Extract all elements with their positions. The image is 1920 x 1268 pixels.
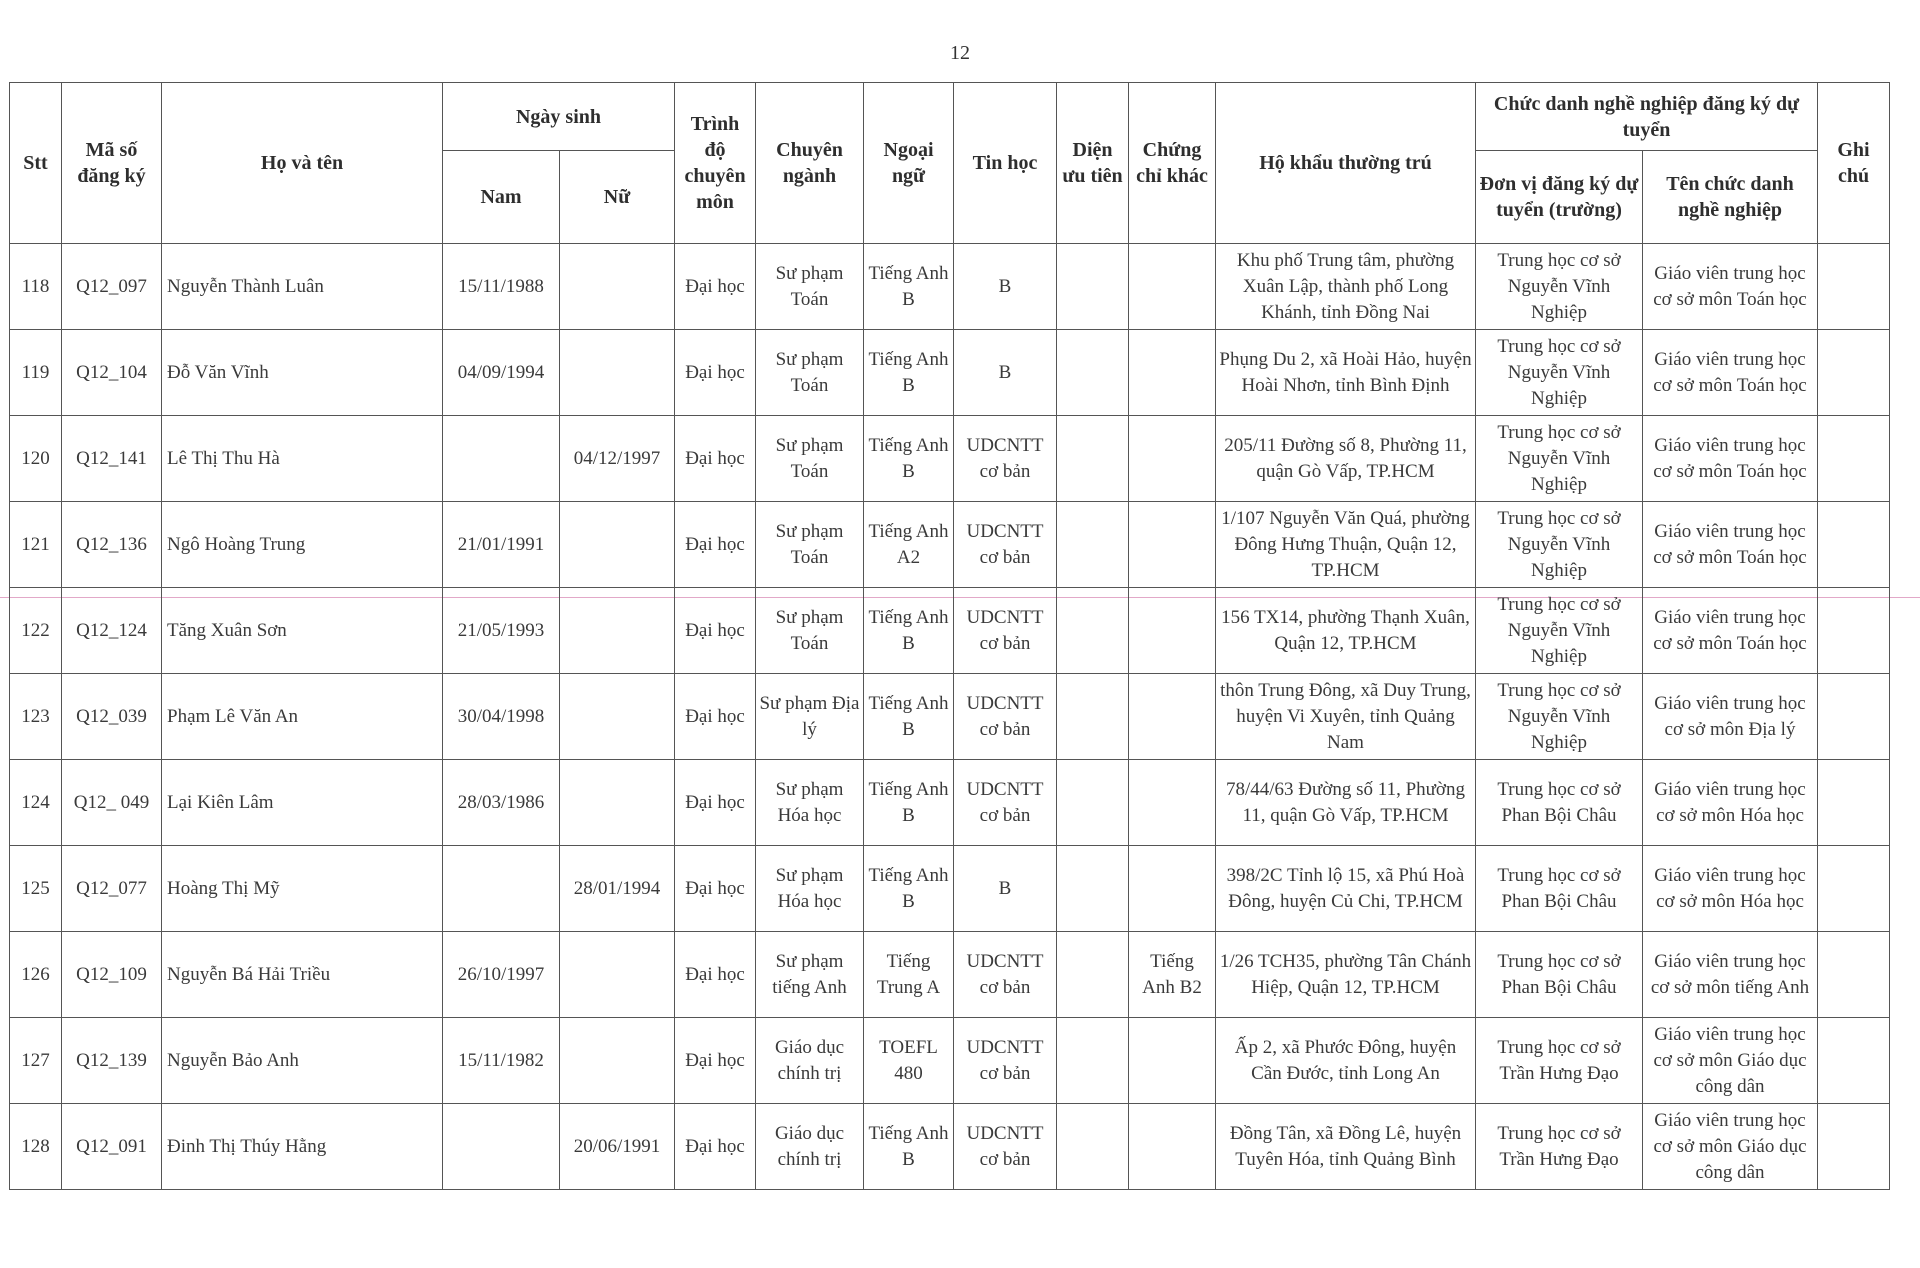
cell-trinh-do: Đại học [675,760,756,846]
cell-ho-khau: Đồng Tân, xã Đồng Lê, huyện Tuyên Hóa, tỉnh Quảng Bình [1216,1104,1476,1190]
cell-chung-chi-khac [1129,760,1216,846]
cell-ho-khau: 1/26 TCH35, phường Tân Chánh Hiệp, Quận 12, TP.HCM [1216,932,1476,1018]
cell-ho-khau: thôn Trung Đông, xã Duy Trung, huyện Vi Xuyên, tỉnh Quảng Nam [1216,674,1476,760]
cell-ho-ten: Phạm Lê Văn An [162,674,443,760]
table-row [10,1104,1890,1190]
cell-nam [443,416,560,502]
cell-nu [560,588,675,674]
cell-ma-so: Q12_097 [62,244,162,330]
cell-chung-chi-khac [1129,502,1216,588]
cell-ghi-chu [1818,244,1890,330]
cell-dien-uu-tien [1057,244,1129,330]
cell-ten-chuc-danh: Giáo viên trung học cơ sở môn Toán học [1643,416,1818,502]
cell-nam: 26/10/1997 [443,932,560,1018]
cell-ma-so: Q12_136 [62,502,162,588]
cell-nu: 20/06/1991 [560,1104,675,1190]
cell-chung-chi-khac: Tiếng Anh B2 [1129,932,1216,1018]
cell-tin-hoc: UDCNTT cơ bản [954,588,1057,674]
table-row [10,760,1890,846]
cell-nu: 04/12/1997 [560,416,675,502]
cell-stt: 121 [10,502,62,588]
cell-nu: 28/01/1994 [560,846,675,932]
cell-chung-chi-khac [1129,1104,1216,1190]
cell-trinh-do: Đại học [675,588,756,674]
cell-ngoai-ngu: Tiếng Anh B [864,416,954,502]
table-row [10,588,1890,674]
cell-nu [560,760,675,846]
cell-stt: 124 [10,760,62,846]
cell-chung-chi-khac [1129,416,1216,502]
cell-ngoai-ngu: Tiếng Anh B [864,588,954,674]
cell-ghi-chu [1818,416,1890,502]
cell-stt: 122 [10,588,62,674]
header-ho-khau: Hộ khẩu thường trú [1216,83,1476,244]
table-row [10,846,1890,932]
cell-don-vi: Trung học cơ sở Nguyễn Vĩnh Nghiệp [1476,330,1643,416]
cell-chuyen-nganh: Sư phạm Toán [756,588,864,674]
cell-ho-ten: Nguyễn Thành Luân [162,244,443,330]
cell-ho-ten: Lê Thị Thu Hà [162,416,443,502]
cell-dien-uu-tien [1057,502,1129,588]
cell-chuyen-nganh: Sư phạm Địa lý [756,674,864,760]
cell-chung-chi-khac [1129,330,1216,416]
cell-ghi-chu [1818,1018,1890,1104]
cell-chuyen-nganh: Sư phạm Toán [756,244,864,330]
page-number: 12 [950,42,970,64]
table-row [10,674,1890,760]
header-chuc-danh-group: Chức danh nghề nghiệp đăng ký dự tuyển [1476,83,1818,151]
cell-ho-khau: Khu phố Trung tâm, phường Xuân Lập, thành phố Long Khánh, tỉnh Đồng Nai [1216,244,1476,330]
cell-don-vi: Trung học cơ sở Trần Hưng Đạo [1476,1104,1643,1190]
cell-ghi-chu [1818,846,1890,932]
cell-ten-chuc-danh: Giáo viên trung học cơ sở môn Toán học [1643,502,1818,588]
table-row [10,330,1890,416]
cell-nu [560,1018,675,1104]
cell-nam: 28/03/1986 [443,760,560,846]
cell-ho-ten: Hoàng Thị Mỹ [162,846,443,932]
cell-stt: 123 [10,674,62,760]
cell-chuyen-nganh: Giáo dục chính trị [756,1018,864,1104]
cell-chung-chi-khac [1129,588,1216,674]
cell-ten-chuc-danh: Giáo viên trung học cơ sở môn Toán học [1643,244,1818,330]
cell-ngoai-ngu: Tiếng Anh A2 [864,502,954,588]
header-ma-so: Mã số đăng ký [62,83,162,244]
cell-ho-ten: Nguyễn Bảo Anh [162,1018,443,1104]
cell-don-vi: Trung học cơ sở Nguyễn Vĩnh Nghiệp [1476,502,1643,588]
cell-trinh-do: Đại học [675,330,756,416]
cell-stt: 118 [10,244,62,330]
cell-ten-chuc-danh: Giáo viên trung học cơ sở môn Toán học [1643,588,1818,674]
cell-don-vi: Trung học cơ sở Nguyễn Vĩnh Nghiệp [1476,244,1643,330]
cell-ten-chuc-danh: Giáo viên trung học cơ sở môn Toán học [1643,330,1818,416]
cell-nam: 15/11/1982 [443,1018,560,1104]
cell-nam [443,846,560,932]
cell-trinh-do: Đại học [675,416,756,502]
cell-ghi-chu [1818,760,1890,846]
cell-ten-chuc-danh: Giáo viên trung học cơ sở môn Giáo dục công dân [1643,1018,1818,1104]
cell-ma-so: Q12_139 [62,1018,162,1104]
cell-tin-hoc: UDCNTT cơ bản [954,932,1057,1018]
cell-ngoai-ngu: Tiếng Anh B [864,846,954,932]
header-tin-hoc: Tin học [954,83,1057,244]
header-ngay-sinh: Ngày sinh [443,83,675,151]
header-trinh-do: Trình độ chuyên môn [675,83,756,244]
cell-tin-hoc: UDCNTT cơ bản [954,674,1057,760]
cell-ghi-chu [1818,674,1890,760]
cell-nam: 30/04/1998 [443,674,560,760]
cell-ma-so: Q12_039 [62,674,162,760]
cell-ho-ten: Tăng Xuân Sơn [162,588,443,674]
cell-dien-uu-tien [1057,330,1129,416]
cell-stt: 120 [10,416,62,502]
cell-nu [560,502,675,588]
cell-don-vi: Trung học cơ sở Nguyễn Vĩnh Nghiệp [1476,416,1643,502]
header-ten-chuc-danh: Tên chức danh nghề nghiệp [1643,151,1818,244]
cell-trinh-do: Đại học [675,244,756,330]
cell-dien-uu-tien [1057,588,1129,674]
cell-dien-uu-tien [1057,846,1129,932]
header-nu: Nữ [560,151,675,244]
cell-ten-chuc-danh: Giáo viên trung học cơ sở môn Giáo dục công dân [1643,1104,1818,1190]
header-nam: Nam [443,151,560,244]
cell-nu [560,674,675,760]
cell-ghi-chu [1818,330,1890,416]
cell-chuyen-nganh: Sư phạm Toán [756,416,864,502]
cell-stt: 126 [10,932,62,1018]
cell-ma-so: Q12_141 [62,416,162,502]
candidate-table [9,82,1890,1190]
cell-tin-hoc: UDCNTT cơ bản [954,502,1057,588]
cell-ma-so: Q12_124 [62,588,162,674]
cell-nu [560,244,675,330]
cell-ho-ten: Nguyễn Bá Hải Triều [162,932,443,1018]
cell-trinh-do: Đại học [675,932,756,1018]
cell-nu [560,932,675,1018]
cell-ho-ten: Đinh Thị Thúy Hằng [162,1104,443,1190]
cell-stt: 127 [10,1018,62,1104]
cell-nam: 21/05/1993 [443,588,560,674]
table-row [10,244,1890,330]
cell-dien-uu-tien [1057,932,1129,1018]
cell-tin-hoc: B [954,846,1057,932]
table-header [10,83,1890,244]
cell-nam: 21/01/1991 [443,502,560,588]
cell-don-vi: Trung học cơ sở Nguyễn Vĩnh Nghiệp [1476,588,1643,674]
header-ghi-chu: Ghi chú [1818,83,1890,244]
header-stt: Stt [10,83,62,244]
cell-ho-khau: Ấp 2, xã Phước Đông, huyện Cần Đước, tỉnh Long An [1216,1018,1476,1104]
cell-ho-khau: 156 TX14, phường Thạnh Xuân, Quận 12, TP.HCM [1216,588,1476,674]
cell-ngoai-ngu: Tiếng Anh B [864,330,954,416]
cell-ngoai-ngu: Tiếng Anh B [864,760,954,846]
cell-nam: 15/11/1988 [443,244,560,330]
cell-dien-uu-tien [1057,1104,1129,1190]
header-ho-ten: Họ và tên [162,83,443,244]
cell-chuyen-nganh: Sư phạm Hóa học [756,760,864,846]
cell-trinh-do: Đại học [675,1018,756,1104]
cell-ho-khau: 398/2C Tỉnh lộ 15, xã Phú Hoà Đông, huyện Củ Chi, TP.HCM [1216,846,1476,932]
cell-tin-hoc: UDCNTT cơ bản [954,1018,1057,1104]
cell-trinh-do: Đại học [675,1104,756,1190]
cell-ten-chuc-danh: Giáo viên trung học cơ sở môn Hóa học [1643,760,1818,846]
cell-ghi-chu [1818,932,1890,1018]
cell-chuyen-nganh: Sư phạm Hóa học [756,846,864,932]
cell-tin-hoc: B [954,244,1057,330]
cell-tin-hoc: UDCNTT cơ bản [954,416,1057,502]
header-don-vi: Đơn vị đăng ký dự tuyển (trường) [1476,151,1643,244]
cell-don-vi: Trung học cơ sở Phan Bội Châu [1476,932,1643,1018]
cell-chung-chi-khac [1129,244,1216,330]
header-chuyen-nganh: Chuyên ngành [756,83,864,244]
cell-ten-chuc-danh: Giáo viên trung học cơ sở môn tiếng Anh [1643,932,1818,1018]
cell-chuyen-nganh: Giáo dục chính trị [756,1104,864,1190]
cell-chuyen-nganh: Sư phạm Toán [756,502,864,588]
cell-stt: 128 [10,1104,62,1190]
cell-ngoai-ngu: TOEFL 480 [864,1018,954,1104]
cell-chuyen-nganh: Sư phạm tiếng Anh [756,932,864,1018]
cell-ho-khau: 1/107 Nguyễn Văn Quá, phường Đông Hưng Thuận, Quận 12, TP.HCM [1216,502,1476,588]
cell-dien-uu-tien [1057,416,1129,502]
cell-ho-ten: Ngô Hoàng Trung [162,502,443,588]
cell-ngoai-ngu: Tiếng Anh B [864,244,954,330]
cell-dien-uu-tien [1057,1018,1129,1104]
table-row [10,502,1890,588]
cell-tin-hoc: UDCNTT cơ bản [954,1104,1057,1190]
cell-ho-khau: Phụng Du 2, xã Hoài Hảo, huyện Hoài Nhơn, tỉnh Bình Định [1216,330,1476,416]
cell-dien-uu-tien [1057,674,1129,760]
cell-don-vi: Trung học cơ sở Trần Hưng Đạo [1476,1018,1643,1104]
cell-ten-chuc-danh: Giáo viên trung học cơ sở môn Địa lý [1643,674,1818,760]
cell-trinh-do: Đại học [675,846,756,932]
cell-don-vi: Trung học cơ sở Phan Bội Châu [1476,846,1643,932]
cell-ho-ten: Đỗ Văn Vĩnh [162,330,443,416]
cell-don-vi: Trung học cơ sở Phan Bội Châu [1476,760,1643,846]
table-row [10,932,1890,1018]
cell-nu [560,330,675,416]
cell-tin-hoc: UDCNTT cơ bản [954,760,1057,846]
cell-ma-so: Q12_104 [62,330,162,416]
cell-trinh-do: Đại học [675,502,756,588]
cell-ma-so: Q12_077 [62,846,162,932]
header-dien-uu-tien: Diện ưu tiên [1057,83,1129,244]
cell-trinh-do: Đại học [675,674,756,760]
cell-nam [443,1104,560,1190]
cell-ngoai-ngu: Tiếng Anh B [864,674,954,760]
header-ngoai-ngu: Ngoại ngữ [864,83,954,244]
cell-ghi-chu [1818,502,1890,588]
cell-dien-uu-tien [1057,760,1129,846]
cell-chung-chi-khac [1129,674,1216,760]
cell-ghi-chu [1818,1104,1890,1190]
table-body [10,244,1890,1190]
cell-chuyen-nganh: Sư phạm Toán [756,330,864,416]
cell-ghi-chu [1818,588,1890,674]
cell-ho-ten: Lại Kiên Lâm [162,760,443,846]
cell-ma-so: Q12_109 [62,932,162,1018]
cell-ngoai-ngu: Tiếng Trung A [864,932,954,1018]
table-row [10,1018,1890,1104]
header-chung-chi-khac: Chứng chỉ khác [1129,83,1216,244]
cell-nam: 04/09/1994 [443,330,560,416]
cell-chung-chi-khac [1129,846,1216,932]
cell-ma-so: Q12_ 049 [62,760,162,846]
cell-don-vi: Trung học cơ sở Nguyễn Vĩnh Nghiệp [1476,674,1643,760]
cell-ma-so: Q12_091 [62,1104,162,1190]
cell-stt: 125 [10,846,62,932]
cell-ten-chuc-danh: Giáo viên trung học cơ sở môn Hóa học [1643,846,1818,932]
cell-chung-chi-khac [1129,1018,1216,1104]
cell-ho-khau: 78/44/63 Đường số 11, Phường 11, quận Gò Vấp, TP.HCM [1216,760,1476,846]
cell-ho-khau: 205/11 Đường số 8, Phường 11, quận Gò Vấp, TP.HCM [1216,416,1476,502]
table-row [10,416,1890,502]
cell-ngoai-ngu: Tiếng Anh B [864,1104,954,1190]
cell-tin-hoc: B [954,330,1057,416]
cell-stt: 119 [10,330,62,416]
